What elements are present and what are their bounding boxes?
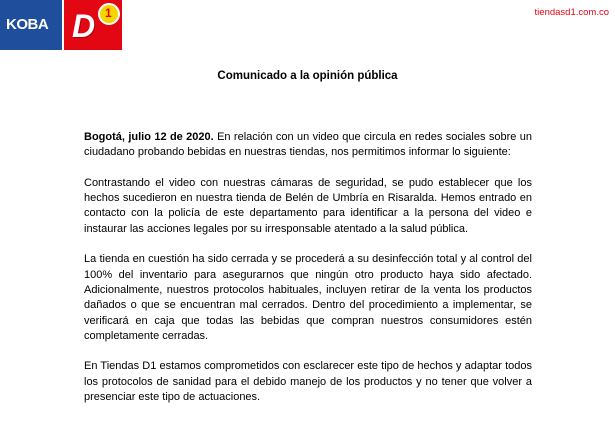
document-body [84,130,532,421]
koba-logo [0,0,64,50]
paragraph: La tienda en cuestión ha sido cerrada y se procederá a su desinfección total y al control del 100% del inventario para asegurarnos que ningún otro producto haya sido afectado. Adicionalmente, nuestros protocolos habituales, incluyen retirar de la venta los productos dañados o que se encuentran mal cerrados. Dentro del procedimiento a implementar, se verificará en caja que todas las bebidas que compran nuestros consumidores estén completamente cerradas. [84,253,532,342]
paragraph: Contrastando el video con nuestras cámaras de seguridad, se pudo establecer que los hechos sucedieron en nuestra tienda de Belén de Umbría en Risaralda. Hemos entrado en contacto con la policía de este departamento para identificar a la persona del video e instaurar las acciones legales por su irresponsable atentado a la salud pública. [84,176,532,235]
paragraph: En Tiendas D1 estamos comprometidos con esclarecer este tipo de hechos y adaptar todos los protocolos de sanidad para el debido manejo de los productos y no tener que volver a presenciar este tipo de actuaciones. [84,360,532,404]
d1-logo-badge-text: 1 [105,6,112,20]
document-title: Comunicado a la opinión pública [217,70,398,82]
website-url[interactable]: tiendasd1.com.co [534,7,609,18]
d1-logo-text: D [72,8,96,44]
dateline: Bogotá, julio 12 de 2020. [84,131,214,143]
d1-logo [64,0,122,50]
paragraph-text: En relación con un video que circula en redes sociales sobre un ciudadano probando bebidas en nuestras tiendas, nos permitimos informar lo siguiente: [84,131,532,159]
d1-logo-badge [98,3,120,25]
paragraph [84,130,532,161]
koba-logo-text: KOBA [6,16,49,33]
